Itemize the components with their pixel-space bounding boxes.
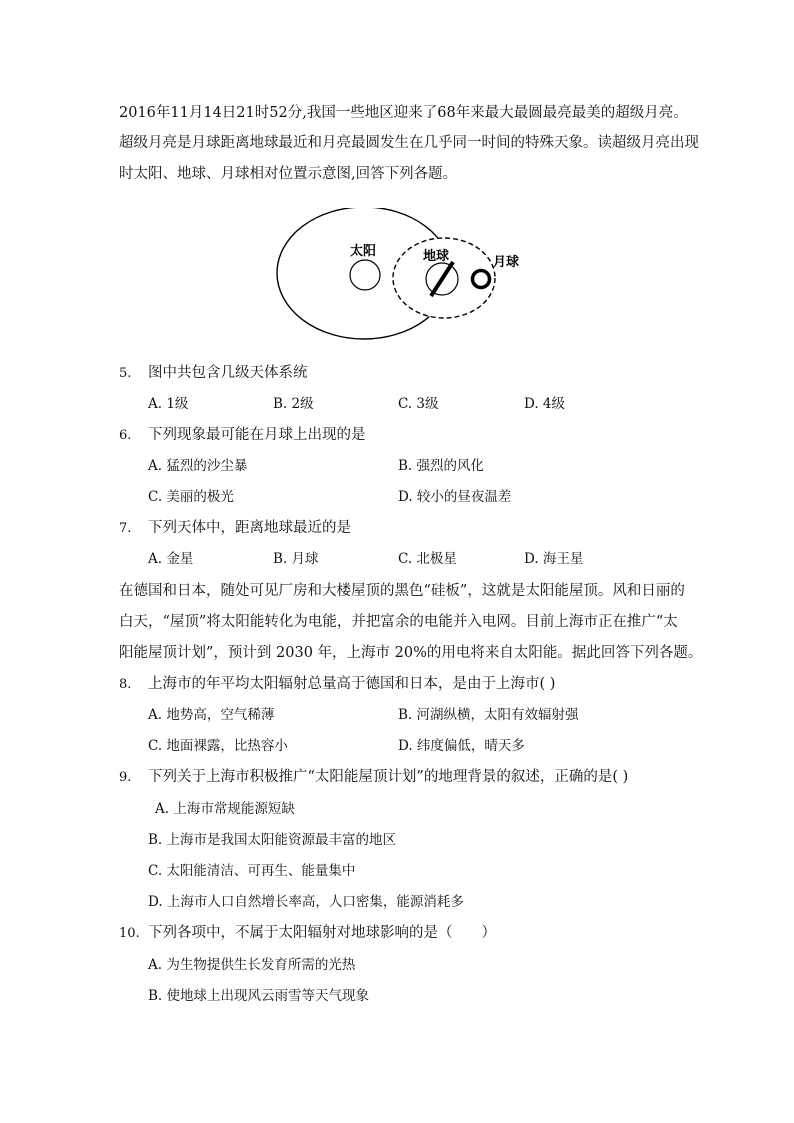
question-number: 8.	[119, 677, 132, 692]
intro2-line-3: 阳能屋顶计划”，预计到 2030 年，上海市 20%的用电将来自太阳能。据此回答下列各题。	[119, 645, 703, 661]
option-d: D. 较小的昼夜温差	[398, 489, 512, 505]
moon-label: 月球	[493, 255, 520, 270]
option-a: A. 地势高，空气稀薄	[148, 707, 275, 723]
option-b: B. 使地球上出现风云雨雪等天气现象	[148, 988, 370, 1004]
option-a: A. 猛烈的沙尘暴	[148, 458, 248, 474]
intro1-line-2: 超级月亮是月球距离地球最近和月亮最圆发生在几乎同一时间的特殊天象。读超级月亮出现	[119, 135, 699, 151]
question-number: 6.	[119, 428, 132, 443]
option-a: A. 为生物提供生长发育所需的光热	[148, 957, 356, 973]
option-b: B. 月球	[273, 551, 319, 567]
option-d: D. 4级	[524, 396, 566, 412]
orbit-diagram	[270, 208, 540, 348]
question-text: 图中共包含几级天体系统	[148, 365, 308, 381]
question-number: 7.	[119, 521, 132, 536]
option-a: A. 金星	[148, 551, 194, 567]
moon-circle	[473, 271, 490, 288]
option-a: A. 1级	[148, 396, 189, 412]
question-text: 下列现象最可能在月球上出现的是	[148, 427, 366, 443]
option-c: C. 太阳能清洁、可再生、能量集中	[148, 863, 356, 879]
intro2-line-1: 在德国和日本，随处可见厂房和大楼屋顶的黑色“硅板”，这就是太阳能屋顶。风和日丽的	[119, 583, 685, 599]
question-text: 下列天体中，距离地球最近的是	[148, 520, 351, 536]
option-a: A. 上海市常规能源短缺	[155, 801, 295, 817]
option-b: B. 上海市是我国太阳能资源最丰富的地区	[148, 832, 397, 848]
option-d: D. 海王星	[524, 551, 584, 567]
option-c: C. 地面裸露，比热容小	[148, 738, 288, 754]
option-b: B. 2级	[273, 396, 314, 412]
question-number: 5.	[119, 366, 132, 381]
option-b: B. 强烈的风化	[398, 458, 485, 474]
option-c: C. 北极星	[398, 551, 457, 567]
option-d: D. 上海市人口自然增长率高，人口密集，能源消耗多	[148, 894, 464, 910]
intro1-line-3: 时太阳、地球、月球相对位置示意图,回答下列各题。	[119, 166, 458, 182]
option-b: B. 河湖纵横，太阳有效辐射强	[398, 707, 579, 723]
option-c: C. 3级	[398, 396, 439, 412]
question-number: 9.	[119, 770, 132, 785]
sun-circle	[350, 260, 380, 290]
option-c: C. 美丽的极光	[148, 489, 234, 505]
earth-label: 地球	[423, 249, 450, 264]
question-text: 下列关于上海市积极推广“太阳能屋顶计划”的地理背景的叙述，正确的是( )	[148, 769, 629, 785]
question-number: 10.	[119, 926, 140, 941]
question-text: 上海市的年平均太阳辐射总量高于德国和日本，是由于上海市( )	[148, 676, 556, 692]
option-d: D. 纬度偏低，晴天多	[398, 738, 525, 754]
question-text: 下列各项中，不属于太阳辐射对地球影响的是（ ）	[148, 925, 496, 941]
sun-label: 太阳	[350, 244, 377, 259]
intro1-line-1: 2016年11月14日21时52分,我国一些地区迎来了68年来最大最圆最亮最美的超级月亮。	[119, 105, 688, 121]
intro2-line-2: 白天，“屋顶”将太阳能转化为电能，并把富余的电能并入电网。目前上海市正在推广“太	[119, 614, 678, 630]
